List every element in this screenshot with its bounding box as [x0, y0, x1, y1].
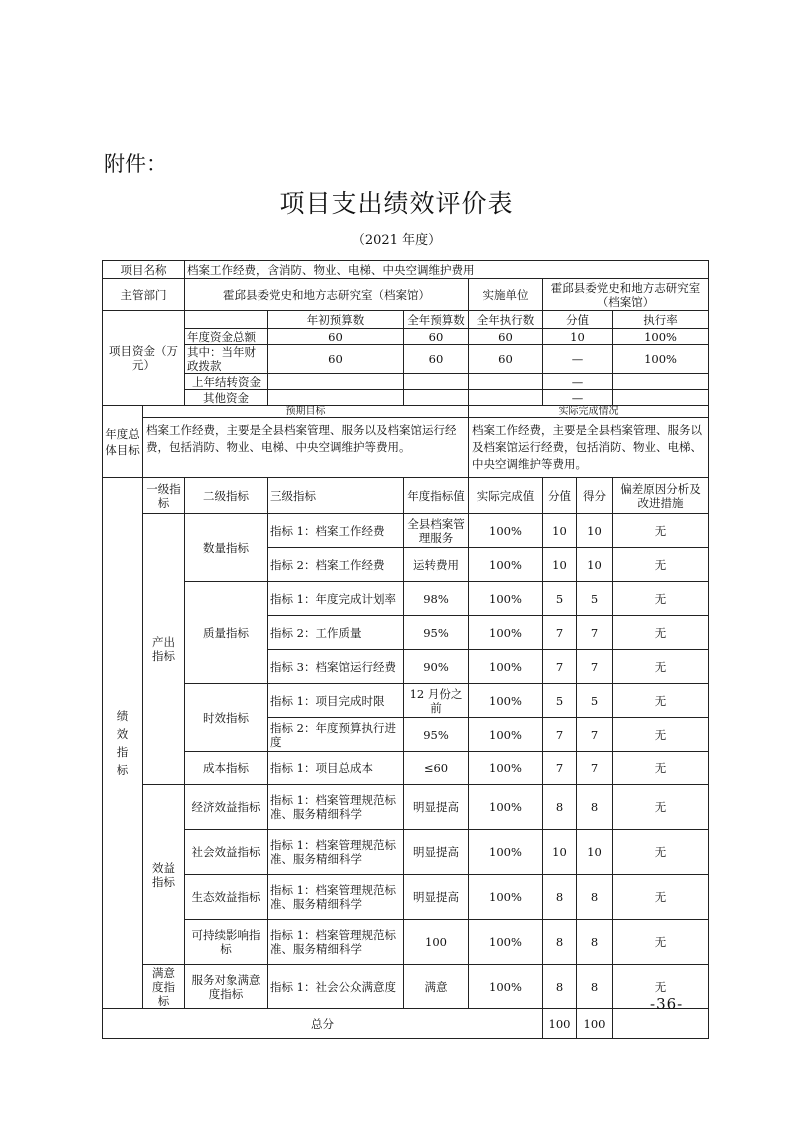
weight-value: 8 — [543, 875, 577, 920]
weight-value: 10 — [543, 514, 577, 548]
level2-indicator: 时效指标 — [185, 684, 268, 752]
evaluation-table — [102, 260, 709, 1039]
target-value: 95% — [404, 616, 469, 650]
funds-header-row — [103, 311, 709, 329]
page-number: -36- — [650, 995, 684, 1013]
level1-indicator — [143, 514, 185, 785]
funds-cell — [613, 390, 709, 406]
indicator-row — [103, 582, 709, 616]
level2-indicator: 服务对象满意度指标 — [185, 965, 268, 1009]
total-blank — [613, 1009, 709, 1039]
level2-indicator: 经济效益指标 — [185, 785, 268, 830]
actual-value: 100% — [469, 752, 543, 785]
target-value: 100 — [404, 920, 469, 965]
funds-row — [103, 329, 709, 345]
level2-indicator: 成本指标 — [185, 752, 268, 785]
deviation-note: 无 — [613, 548, 709, 582]
level3-indicator: 指标 1：档案管理规范标准、服务精细科学 — [268, 920, 404, 965]
indicator-header: 年度指标值 — [404, 478, 469, 514]
indicator-header: 分值 — [543, 478, 577, 514]
indicator-row — [103, 875, 709, 920]
target-value: 明显提高 — [404, 785, 469, 830]
score-value: 5 — [577, 684, 613, 718]
deviation-note: 无 — [613, 514, 709, 548]
target-value: 明显提高 — [404, 830, 469, 875]
funds-label: 项目资金（万元） — [103, 311, 185, 406]
deviation-note: 无 — [613, 752, 709, 785]
funds-header: 分值 — [543, 311, 613, 329]
funds-header: 全年预算数 — [404, 311, 469, 329]
funds-cell: 60 — [268, 329, 404, 345]
weight-value: 10 — [543, 830, 577, 875]
actual-value: 100% — [469, 650, 543, 684]
indicator-row — [103, 920, 709, 965]
level3-indicator: 指标 3：档案馆运行经费 — [268, 650, 404, 684]
actual-value: 100% — [469, 616, 543, 650]
level3-indicator: 指标 1：档案管理规范标准、服务精细科学 — [268, 785, 404, 830]
page-title: 项目支出绩效评价表 — [279, 189, 514, 218]
actual-value: 100% — [469, 785, 543, 830]
score-value: 7 — [577, 650, 613, 684]
weight-value: 7 — [543, 650, 577, 684]
indicator-row — [103, 785, 709, 830]
actual-goal-text: 档案工作经费，主要是全县档案管理、服务以及档案馆运行经费，包括消防、物业、电梯、中央空调维护等费用。 — [469, 418, 709, 478]
score-value: 7 — [577, 718, 613, 752]
indicators-section-label — [103, 478, 143, 1009]
goals-label-text: 年度总体目标 — [105, 426, 140, 457]
funds-cell: 60 — [469, 329, 543, 345]
level2-indicator: 数量指标 — [185, 514, 268, 582]
indicator-header-row — [103, 478, 709, 514]
score-value: 8 — [577, 920, 613, 965]
target-value: 98% — [404, 582, 469, 616]
score-value: 10 — [577, 830, 613, 875]
indicator-row — [103, 684, 709, 718]
weight-value: 8 — [543, 965, 577, 1009]
impl-value: 霍邱县委党史和地方志研究室（档案馆） — [543, 279, 709, 311]
score-value: 10 — [577, 548, 613, 582]
funds-cell — [613, 374, 709, 390]
year-label: （2021 年度） — [351, 233, 442, 248]
level1-indicator-text: 产出指标 — [152, 635, 175, 663]
target-value: 90% — [404, 650, 469, 684]
level3-indicator: 指标 1：档案管理规范标准、服务精细科学 — [268, 875, 404, 920]
deviation-note: 无 — [613, 616, 709, 650]
weight-value: 7 — [543, 752, 577, 785]
total-row — [103, 1009, 709, 1039]
deviation-note: 无 — [613, 965, 709, 1009]
score-value: 8 — [577, 785, 613, 830]
funds-cell: 100% — [613, 345, 709, 374]
deviation-note: 无 — [613, 650, 709, 684]
level3-indicator: 指标 1：项目完成时限 — [268, 684, 404, 718]
actual-value: 100% — [469, 830, 543, 875]
indicator-row — [103, 752, 709, 785]
funds-row — [103, 374, 709, 390]
funds-cell: — — [543, 345, 613, 374]
total-label: 总分 — [103, 1009, 543, 1039]
expected-goal-header: 预期目标 — [143, 406, 469, 418]
indicator-header: 实际完成值 — [469, 478, 543, 514]
funds-cell — [404, 390, 469, 406]
target-value: 12 月份之前 — [404, 684, 469, 718]
level3-indicator: 指标 1：档案工作经费 — [268, 514, 404, 548]
funds-row — [103, 390, 709, 406]
level3-indicator: 指标 1：项目总成本 — [268, 752, 404, 785]
deviation-note: 无 — [613, 582, 709, 616]
dept-label: 主管部门 — [103, 279, 185, 311]
score-value: 10 — [577, 514, 613, 548]
actual-value: 100% — [469, 875, 543, 920]
actual-value: 100% — [469, 548, 543, 582]
actual-value: 100% — [469, 920, 543, 965]
target-value: ≤60 — [404, 752, 469, 785]
weight-value: 8 — [543, 785, 577, 830]
goals-label — [103, 406, 143, 478]
funds-row-name: 上年结转资金 — [185, 374, 268, 390]
funds-cell: 60 — [404, 329, 469, 345]
actual-value: 100% — [469, 514, 543, 548]
funds-cell — [268, 390, 404, 406]
funds-cell: — — [543, 390, 613, 406]
indicator-row — [103, 514, 709, 548]
indicator-row — [103, 830, 709, 875]
project-name-label: 项目名称 — [103, 261, 185, 279]
deviation-note: 无 — [613, 920, 709, 965]
level3-indicator: 指标 2：年度预算执行进度 — [268, 718, 404, 752]
indicator-row — [103, 965, 709, 1009]
level1-indicator — [143, 965, 185, 1009]
target-value: 全县档案管理服务 — [404, 514, 469, 548]
actual-goal-header: 实际完成情况 — [469, 406, 709, 418]
funds-cell: 60 — [469, 345, 543, 374]
level1-indicator-text: 满意度指标 — [152, 965, 175, 1008]
funds-row-name: 其他资金 — [185, 390, 268, 406]
level2-indicator: 社会效益指标 — [185, 830, 268, 875]
funds-cell: 60 — [404, 345, 469, 374]
funds-cell — [404, 374, 469, 390]
funds-cell: 60 — [268, 345, 404, 374]
funds-row-name: 年度资金总额 — [185, 329, 268, 345]
target-value: 运转费用 — [404, 548, 469, 582]
score-value: 8 — [577, 965, 613, 1009]
funds-row — [103, 345, 709, 374]
indicator-header: 得分 — [577, 478, 613, 514]
indicator-header: 三级指标 — [268, 478, 404, 514]
actual-value: 100% — [469, 965, 543, 1009]
weight-value: 10 — [543, 548, 577, 582]
actual-value: 100% — [469, 684, 543, 718]
weight-value: 5 — [543, 582, 577, 616]
funds-header: 全年执行数 — [469, 311, 543, 329]
level3-indicator: 指标 1：社会公众满意度 — [268, 965, 404, 1009]
funds-cell: 10 — [543, 329, 613, 345]
indicator-header: 二级指标 — [185, 478, 268, 514]
total-score: 100 — [577, 1009, 613, 1039]
dept-value: 霍邱县委党史和地方志研究室（档案馆） — [185, 279, 469, 311]
funds-row-name: 其中：当年财政拨款 — [185, 345, 268, 374]
level3-indicator: 指标 1：档案管理规范标准、服务精细科学 — [268, 830, 404, 875]
project-name-value: 档案工作经费，含消防、物业、电梯、中央空调维护费用 — [185, 261, 709, 279]
target-value: 95% — [404, 718, 469, 752]
funds-header: 执行率 — [613, 311, 709, 329]
funds-header: 年初预算数 — [268, 311, 404, 329]
level2-indicator: 生态效益指标 — [185, 875, 268, 920]
funds-cell — [469, 390, 543, 406]
deviation-note: 无 — [613, 875, 709, 920]
deviation-note: 无 — [613, 684, 709, 718]
weight-value: 8 — [543, 920, 577, 965]
deviation-note: 无 — [613, 830, 709, 875]
indicator-header: 一级指标 — [143, 478, 185, 514]
actual-value: 100% — [469, 582, 543, 616]
score-value: 5 — [577, 582, 613, 616]
level3-indicator: 指标 2：档案工作经费 — [268, 548, 404, 582]
indicators-section-text: 绩效指标 — [116, 709, 129, 777]
level3-indicator: 指标 1：年度完成计划率 — [268, 582, 404, 616]
level3-indicator: 指标 2：工作质量 — [268, 616, 404, 650]
weight-value: 7 — [543, 718, 577, 752]
weight-value: 5 — [543, 684, 577, 718]
target-value: 满意 — [404, 965, 469, 1009]
impl-label: 实施单位 — [469, 279, 543, 311]
score-value: 8 — [577, 875, 613, 920]
total-weight: 100 — [543, 1009, 577, 1039]
deviation-note: 无 — [613, 718, 709, 752]
actual-value: 100% — [469, 718, 543, 752]
score-value: 7 — [577, 752, 613, 785]
weight-value: 7 — [543, 616, 577, 650]
level1-indicator — [143, 785, 185, 965]
level2-indicator: 可持续影响指标 — [185, 920, 268, 965]
level2-indicator: 质量指标 — [185, 582, 268, 684]
funds-cell — [268, 374, 404, 390]
indicator-header: 偏差原因分析及改进措施 — [613, 478, 709, 514]
level1-indicator-text: 效益指标 — [152, 860, 175, 889]
target-value: 明显提高 — [404, 875, 469, 920]
attachment-label: 附件： — [104, 152, 167, 176]
funds-cell: 100% — [613, 329, 709, 345]
expected-goal-text: 档案工作经费，主要是全县档案管理、服务以及档案馆运行经费，包括消防、物业、电梯、中央空调维护等费用。 — [143, 418, 469, 478]
deviation-note: 无 — [613, 785, 709, 830]
funds-cell — [469, 374, 543, 390]
score-value: 7 — [577, 616, 613, 650]
funds-cell: — — [543, 374, 613, 390]
